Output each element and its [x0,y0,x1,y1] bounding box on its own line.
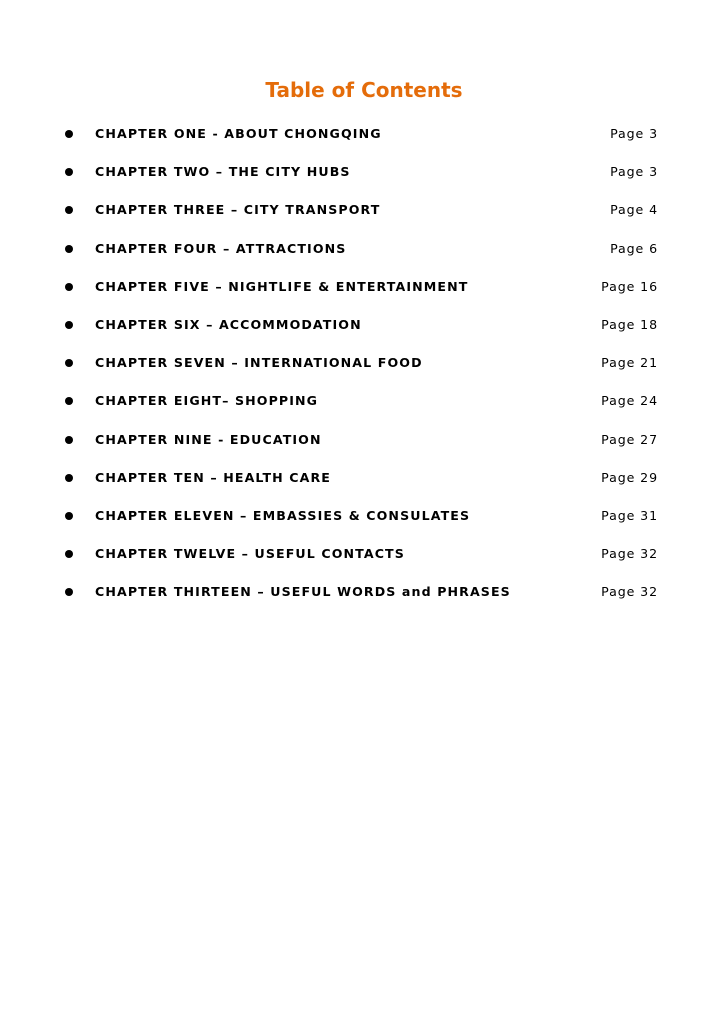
toc-entry[interactable] [64,504,664,542]
toc-page-number: Page 6 [610,240,658,256]
bullet-icon [65,130,73,138]
toc-entry[interactable] [64,237,664,275]
toc-chapter-title: CHAPTER NINE - EDUCATION [95,431,322,447]
toc-entry[interactable] [64,160,664,198]
toc-entry[interactable] [64,580,664,618]
toc-list [64,122,664,618]
toc-chapter-title: CHAPTER FOUR – ATTRACTIONS [95,240,347,256]
bullet-icon [65,474,73,482]
bullet-icon [65,321,73,329]
toc-chapter-title: CHAPTER SIX – ACCOMMODATION [95,316,362,332]
toc-entry[interactable] [64,122,664,160]
bullet-icon [65,245,73,253]
toc-chapter-title: CHAPTER THIRTEEN – USEFUL WORDS and PHRASES [95,584,511,600]
bullet-icon [65,206,73,214]
bullet-icon [65,588,73,596]
bullet-icon [65,168,73,176]
toc-page-number: Page 32 [601,584,658,600]
toc-entry[interactable] [64,542,664,580]
toc-entry[interactable] [64,351,664,389]
bullet-icon [65,283,73,291]
toc-heading [0,76,728,104]
toc-page-number: Page 4 [610,202,658,218]
toc-heading-text: Table of Contents [265,78,463,102]
bullet-icon [65,397,73,405]
toc-page-number: Page 3 [610,126,658,141]
toc-page-number: Page 29 [601,469,658,485]
toc-page-number: Page 31 [601,507,658,523]
toc-entry[interactable] [64,389,664,427]
toc-entry[interactable] [64,428,664,466]
toc-page-number: Page 27 [601,431,658,447]
toc-page-number: Page 32 [601,546,658,562]
toc-chapter-title: CHAPTER TWO – THE CITY HUBS [95,164,351,180]
bullet-icon [65,359,73,367]
toc-page-number: Page 24 [601,393,658,409]
toc-entry[interactable] [64,198,664,236]
toc-chapter-title: CHAPTER FIVE – NIGHTLIFE & ENTERTAINMENT [95,278,469,294]
bullet-icon [65,436,73,444]
toc-entry[interactable] [64,275,664,313]
toc-page-number: Page 16 [601,278,658,294]
toc-chapter-title: CHAPTER TEN – HEALTH CARE [95,469,331,485]
toc-chapter-title: CHAPTER TWELVE – USEFUL CONTACTS [95,546,405,562]
toc-page-number: Page 21 [601,355,658,371]
toc-chapter-title: CHAPTER ELEVEN – EMBASSIES & CONSULATES [95,507,471,523]
toc-chapter-title: CHAPTER SEVEN – INTERNATIONAL FOOD [95,355,423,371]
toc-chapter-title: CHAPTER ONE - ABOUT CHONGQING [95,126,382,141]
toc-page-number: Page 3 [610,164,658,180]
bullet-icon [65,512,73,520]
toc-entry[interactable] [64,313,664,351]
toc-page-number: Page 18 [601,316,658,332]
bullet-icon [65,550,73,558]
toc-chapter-title: CHAPTER THREE – CITY TRANSPORT [95,202,381,218]
toc-chapter-title: CHAPTER EIGHT– SHOPPING [95,393,319,409]
toc-entry[interactable] [64,466,664,504]
